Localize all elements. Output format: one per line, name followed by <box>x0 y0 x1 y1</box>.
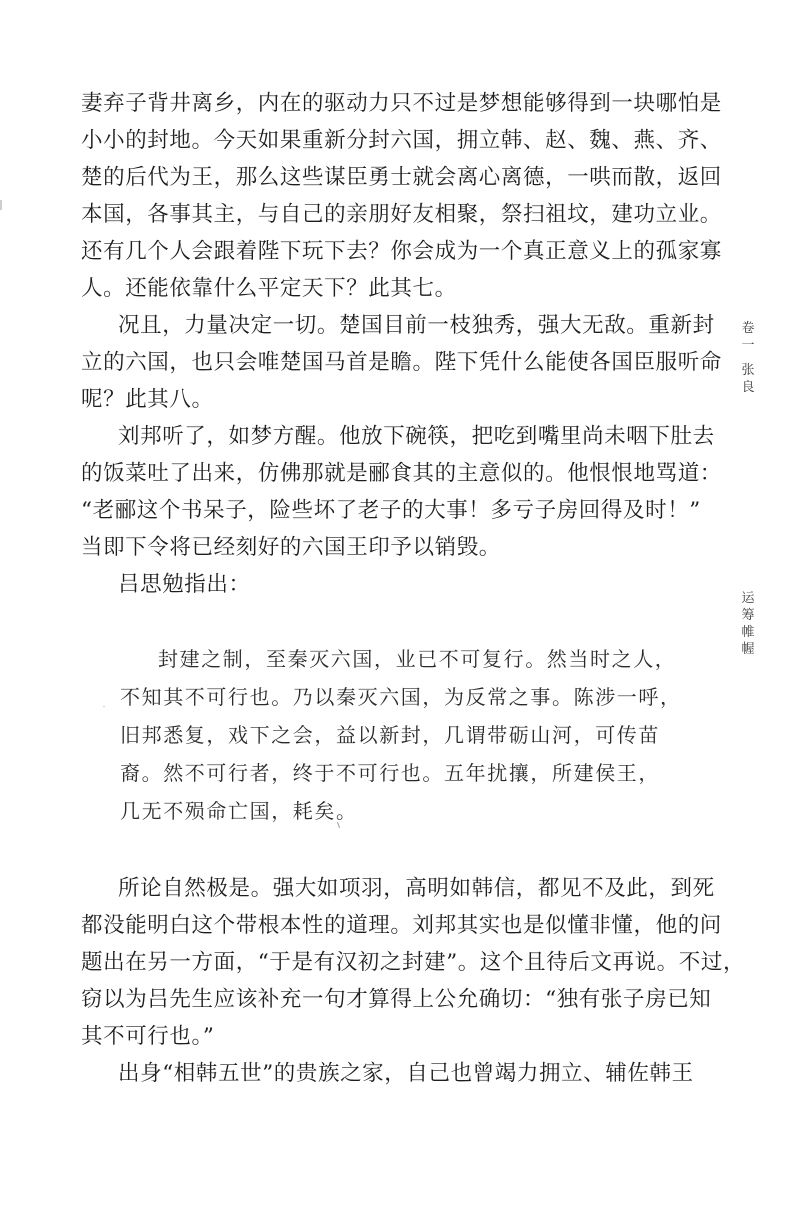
body-text-line: 的饭菜吐了出来，仿佛那就是郦食其的主意似的。他恨恨地骂道： <box>81 461 722 486</box>
body-text-line: 呢？此其八。 <box>81 387 214 412</box>
block-quote-line: 裔。然不可行者，终于不可行也。五年扰攘，所建侯王， <box>120 761 660 785</box>
block-quote-line: 几无不殒命亡国，耗矣。 <box>120 799 358 823</box>
page-edge-shadow <box>0 200 2 210</box>
running-head-chapter: 张良 <box>741 363 755 395</box>
body-text-line: 窃以为吕先生应该补充一句才算得上公允确切：“独有张子房已知 <box>81 987 712 1012</box>
block-quote-line: 封建之制，至秦灭六国，业已不可复行。然当时之人， <box>158 647 677 671</box>
block-quote-line: 不知其不可行也。乃以秦灭六国，为反常之事。陈涉一呼， <box>120 685 682 709</box>
body-text-line: 小小的封地。今天如果重新分封六国，拥立韩、赵、魏、燕、齐、 <box>81 128 722 153</box>
quote-intro: 吕思勉指出： <box>118 572 251 597</box>
body-text-line: 妻弃子背井离乡，内在的驱动力只不过是梦想能够得到一块哪怕是 <box>81 91 722 116</box>
body-text-line: 题出在另一方面，“于是有汉初之封建”。这个且待后文再说。不过， <box>81 950 746 975</box>
body-text-line: 出身“相韩五世”的贵族之家，自己也曾竭力拥立、辅佐韩王 <box>118 1061 694 1086</box>
body-text-line: 立的六国，也只会唯楚国马首是瞻。陛下凭什么能使各国臣服听命 <box>81 350 722 375</box>
body-text-line: 楚的后代为王，那么这些谋臣勇士就会离心离德，一哄而散，返回 <box>81 165 722 190</box>
body-text-line: 都没能明白这个带根本性的道理。刘邦其实也是似懂非懂，他的问 <box>81 913 722 938</box>
body-text-line: 当即下令将已经刻好的六国王印予以销毁。 <box>81 535 501 560</box>
body-text-line: 所论自然极是。强大如项羽，高明如韩信，都见不及此，到死 <box>118 876 715 901</box>
body-text-line: “老郦这个书呆子，险些坏了老子的大事！多亏子房回得及时！” <box>81 498 701 523</box>
running-head-section: 运筹帷幄 <box>741 591 755 657</box>
body-text-line: 本国，各事其主，与自己的亲朋好友相聚，祭扫祖坟，建功立业。 <box>81 202 722 227</box>
running-head-volume: 卷一 <box>741 321 755 353</box>
body-text-line: 人。还能依靠什么平定天下？此其七。 <box>81 276 457 301</box>
scan-mark <box>103 706 105 707</box>
block-quote-line: 旧邦悉复，戏下之会，益以新封，几谓带砺山河，可传苗 <box>120 723 660 747</box>
body-text-line: 其不可行也。” <box>81 1024 215 1049</box>
body-text-line: 刘邦听了，如梦方醒。他放下碗筷，把吃到嘴里尚未咽下肚去 <box>118 424 715 449</box>
body-text-line: 况且，力量决定一切。楚国目前一枝独秀，强大无敌。重新封 <box>118 313 715 338</box>
body-text-line: 还有几个人会跟着陛下玩下去？你会成为一个真正意义上的孤家寡 <box>81 239 722 264</box>
